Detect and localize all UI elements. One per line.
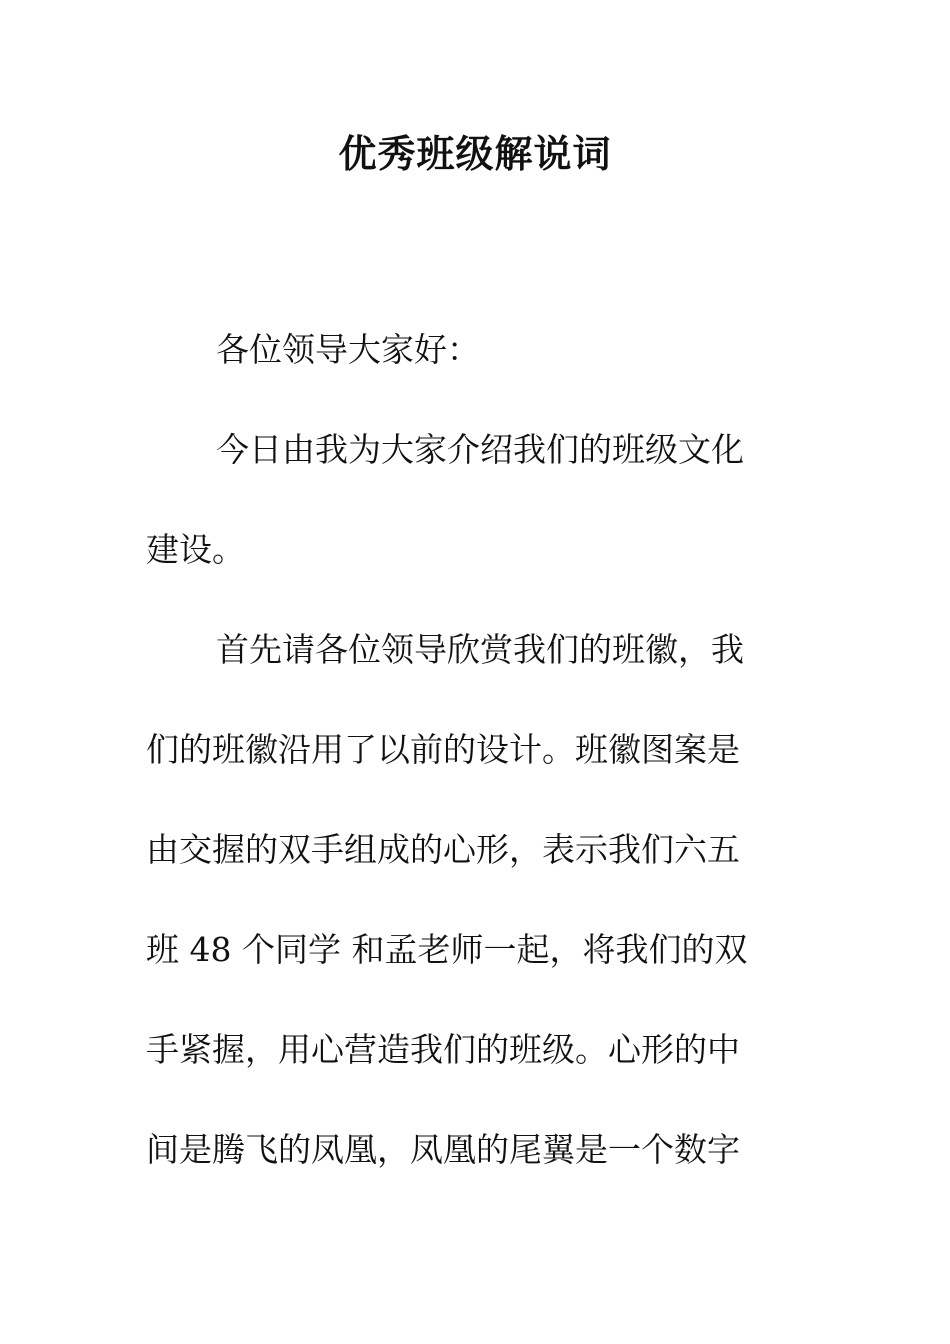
paragraph-intro: 今日由我为大家介绍我们的班级文化 建设。	[146, 430, 744, 569]
document-body	[146, 300, 778, 1200]
paragraph-class-emblem: 首先请各位领导欣赏我们的班徽，我 们的班徽沿用了以前的设计。班徽图案是 由交握的双手组成的心形，表示我们六五 班 48 个同学 和孟老师一起，将我们的双 手紧握，用心营造我们的班级。心形的中 间是腾飞的凤凰，凤凰的尾翼是一个数字	[146, 630, 748, 1169]
paragraph-greeting: 各位领导大家好：	[216, 330, 480, 369]
document-title: 优秀班级解说词	[338, 131, 612, 176]
